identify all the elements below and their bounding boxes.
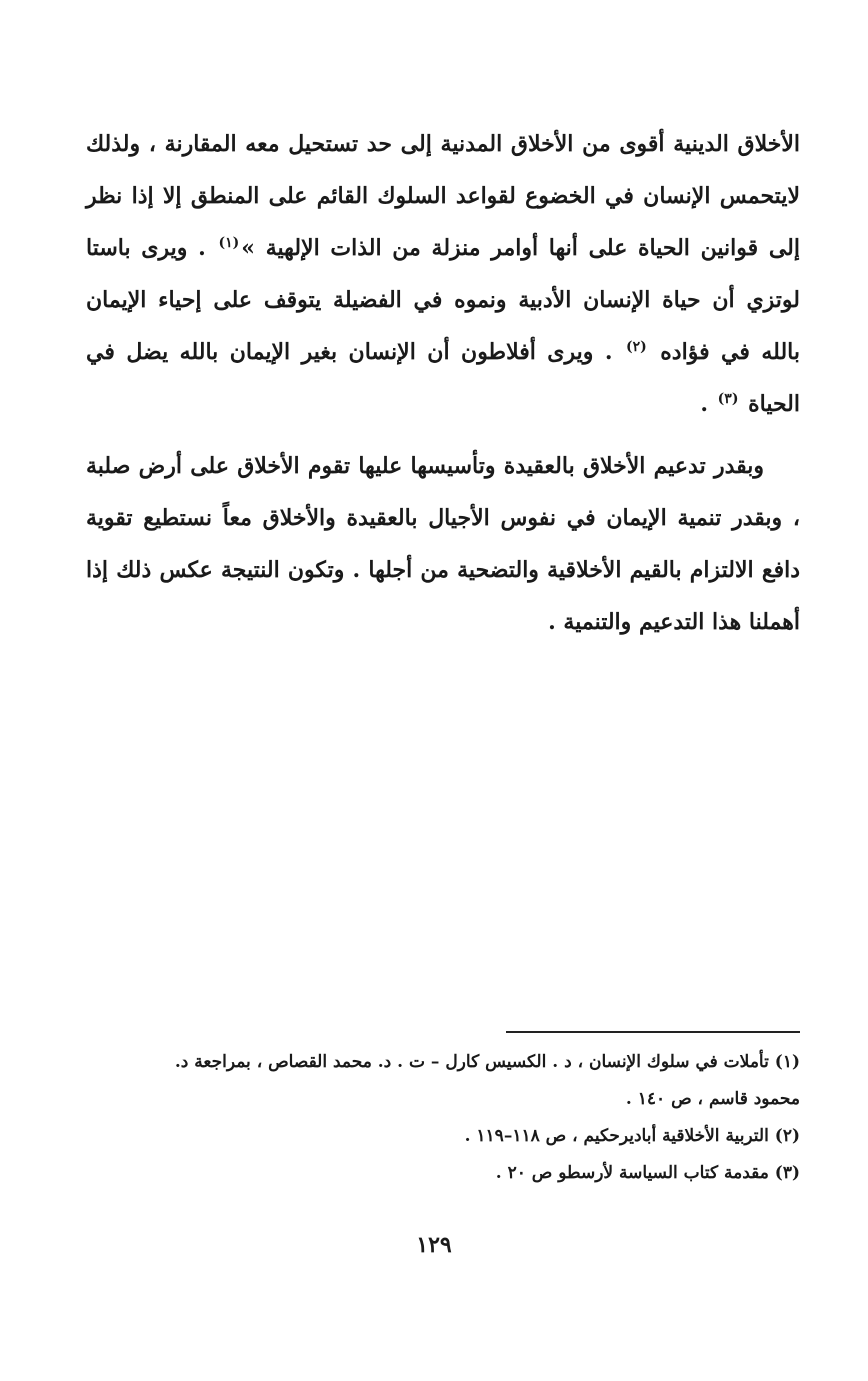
footnote-divider [506,1031,800,1033]
footnote-1-line-1: (١) تأملات في سلوك الإنسان ، د . الكسيس كارل – ت . د. محمد القصاص ، بمراجعة د. [174,1052,800,1072]
footnote-3: (٣) مقدمة كتاب السياسة لأرسطو ص ٢٠ . [495,1163,800,1183]
footnote-ref-2: (٢) [626,338,647,355]
footnote-1 [86,1044,800,1118]
paragraph-1 [86,118,800,430]
footnote-ref-3: (٣) [717,390,739,407]
paragraph-1-part-b: . ويرى باستا لوتزي أن حياة الإنسان الأدبية ونموه في الفضيلة يتوقف على إحياء الإيمان بالله في فؤاده [86,235,800,365]
page-number: ١٢٩ [416,1232,452,1258]
footnote-2: (٢) التربية الأخلاقية أباديرحكيم ، ص ١١٨–١١٩ . [464,1126,800,1146]
footnote-ref-1: (١) [218,234,240,251]
paragraph-1-part-d: . [700,391,716,417]
paragraph-1-part-c: . ويرى أفلاطون أن الإنسان بغير الإيمان بالله يضل في الحياة [86,339,800,417]
paragraph-1-part-a: الأخلاق الدينية أقوى من الأخلاق المدنية إلى حد تستحيل معه المقارنة ، ولذلك لايتحمس الإنسان في الخضوع لقواعد السلوك القائم على المنطق إلا إذا نظر إلى قوانين الحياة على أنها أوامر منزلة من الذات الإلهية » [86,131,800,261]
footnote-1-line-2: محمود قاسم ، ص ١٤٠ . [625,1089,800,1109]
main-text [86,118,800,648]
paragraph-2: وبقدر تدعيم الأخلاق بالعقيدة وتأسيسها عليها تقوم الأخلاق على أرض صلبة ، وبقدر تنمية الإيمان في نفوس الأجيال بالعقيدة والأخلاق معاً نستطيع تقوية دافع الالتزام بالقيم الأخلاقية والتضحية من أجلها . وتكون النتيجة عكس ذلك إذا أهملنا هذا التدعيم والتنمية . [86,453,800,635]
footnotes [86,1044,800,1192]
